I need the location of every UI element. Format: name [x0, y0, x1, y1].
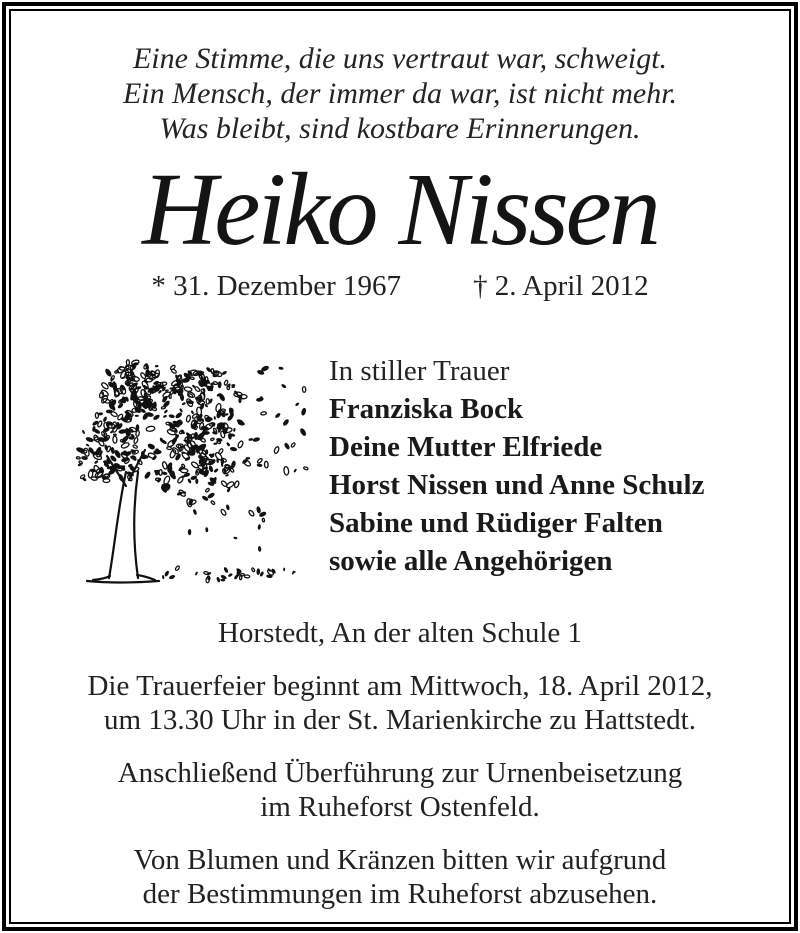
- life-dates: [11, 268, 789, 304]
- outer-frame: [2, 2, 798, 931]
- urn-burial-announcement: [11, 756, 789, 824]
- mourner-name-4: Sabine und Rüdiger Falten: [329, 507, 663, 539]
- funeral-service-line-2: um 13.30 Uhr in der St. Marienkirche zu Hattstedt.: [104, 704, 696, 736]
- tree-foliage: [75, 359, 308, 583]
- urn-burial-line-1: Anschließend Überführung zur Urnenbeisetzung: [117, 757, 683, 789]
- epigraph-line-2: Ein Mensch, der immer da war, ist nicht mehr.: [122, 77, 678, 110]
- epigraph-line-1: Eine Stimme, die uns vertraut war, schweigt.: [132, 42, 668, 75]
- mourner-name-2: Deine Mutter Elfriede: [329, 431, 603, 463]
- epigraph-line-3: Was bleibt, sind kostbare Erinnerungen.: [159, 112, 641, 145]
- mourners-block: [329, 348, 705, 580]
- middle-section: [11, 348, 789, 590]
- flowers-request-line-1: Von Blumen und Kränzen bitten wir aufgrund: [133, 844, 667, 876]
- mourner-name-5: sowie alle Angehörigen: [329, 545, 613, 577]
- tree-illustration: [63, 348, 311, 590]
- deceased-name: Heiko Nissen: [142, 152, 658, 267]
- inner-frame: [9, 9, 791, 924]
- mourner-name-3: Horst Nissen und Anne Schulz: [329, 469, 705, 501]
- birth-date: * 31. Dezember 1967: [151, 270, 402, 302]
- family-address: Horstedt, An der alten Schule 1: [217, 617, 583, 649]
- epigraph: [11, 41, 789, 146]
- flowers-request-announcement: [11, 843, 789, 911]
- funeral-service-line-1: Die Trauerfeier beginnt am Mittwoch, 18. April 2012,: [87, 670, 713, 702]
- funeral-service-announcement: [11, 669, 789, 737]
- flowers-request-line-2: der Bestimmungen im Ruheforst abzusehen.: [142, 878, 658, 910]
- mourner-name-1: Franziska Bock: [329, 393, 524, 425]
- urn-burial-line-2: im Ruheforst Ostenfeld.: [260, 791, 540, 823]
- death-date: † 2. April 2012: [473, 270, 649, 302]
- mourning-intro: In stiller Trauer: [329, 355, 510, 387]
